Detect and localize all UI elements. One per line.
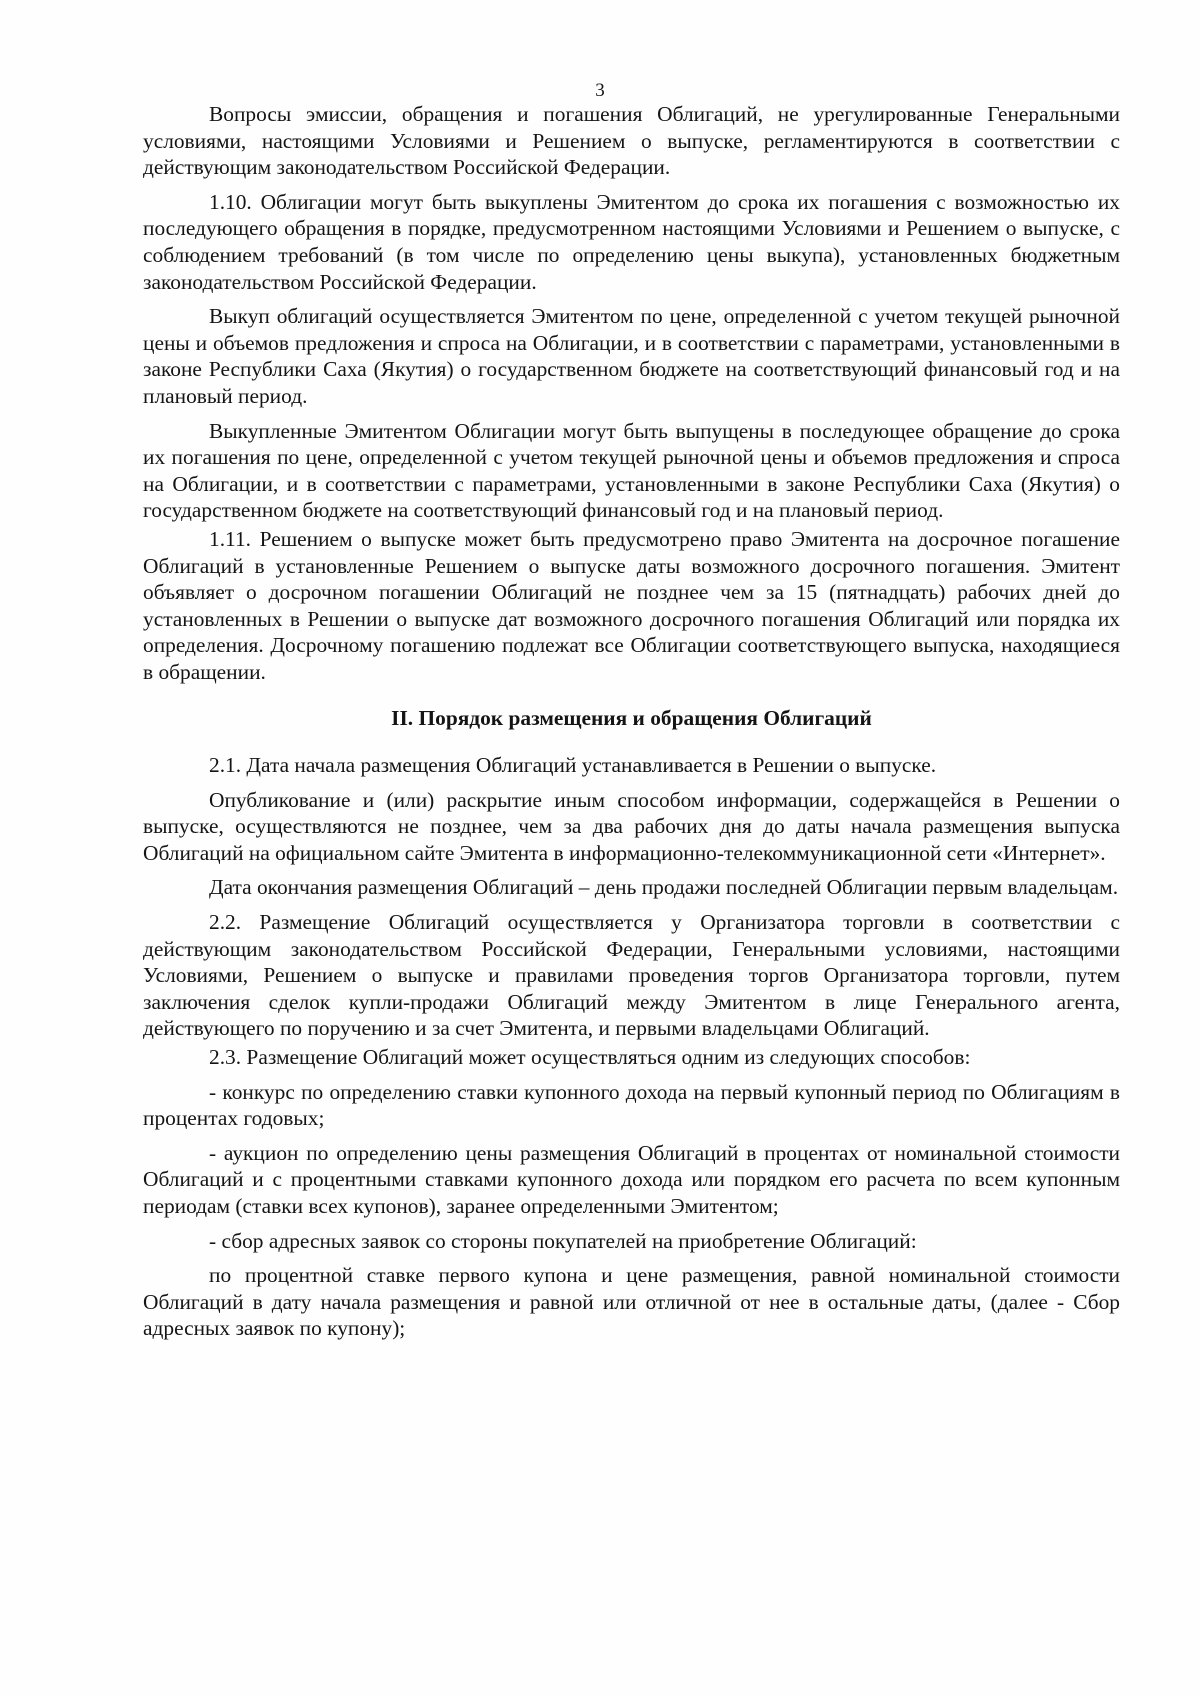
document-body — [143, 101, 1120, 1350]
paragraph-emission-questions: Вопросы эмиссии, обращения и погашения Облигаций, не урегулированные Генеральными условиями, настоящими Условиями и Решением о выпуске, регламентируются в соответствии с действующим законодательством Российской Федерации. — [143, 102, 1120, 180]
paragraph-end-date: Дата окончания размещения Облигаций – день продажи последней Облигации первым владельцам. — [209, 875, 1119, 900]
paragraph-1-10-buyback: 1.10. Облигации могут быть выкуплены Эмитентом до срока их погашения с возможностью их последующего обращения в порядке, предусмотренном настоящими Условиями и Решением о выпуске, с соблюдением требований (в том числе по определению цены выкупа), установленных бюджетным законодательством Российской Федерации. — [143, 189, 1120, 294]
page-number: 3 — [595, 80, 605, 101]
paragraph-repurchased-bonds: Выкупленные Эмитентом Облигации могут быть выпущены в последующее обращение до срока их погашения по цене, определенной с учетом текущей рыночной цены и объемов предложения и спроса на Облигации, и в соответствии с параметрами, установленными в законе Республики Саха (Якутия) о государственном бюджете на соответствующий финансовый год и на плановый период. — [143, 418, 1120, 523]
paragraph-2-3-methods: 2.3. Размещение Облигаций может осуществляться одним из следующих способов: — [209, 1045, 971, 1069]
paragraph-2-1-start-date: 2.1. Дата начала размещения Облигаций устанавливается в Решении о выпуске. — [209, 753, 937, 778]
section-heading: II. Порядок размещения и обращения Облигаций — [391, 706, 872, 731]
paragraph-buyback-price: Выкуп облигаций осуществляется Эмитентом по цене, определенной с учетом текущей рыночной цены и объемов предложения и спроса на Облигации, и в соответствии с параметрами, установленными в законе Республики Саха (Якутия) о государственном бюджете на соответствующий финансовый год и на плановый период. — [143, 304, 1120, 408]
list-item-auction: - аукцион по определению цены размещения Облигаций в процентах от номинальной стоимости Облигаций и с процентными ставками купонного дохода или порядком его расчета по всем купонным периодам (ставки всех купонов), заранее определенными Эмитентом; — [143, 1140, 1120, 1218]
paragraph-2-2-placement: 2.2. Размещение Облигаций осуществляется у Организатора торговли в соответствии с действующим законодательством Российской Федерации, Генеральными условиями, настоящими Условиями, Решением о выпуске и правилами проведения торгов Организатора торговли, путем заключения сделок купли-продажи Облигаций между Эмитентом в лице Генерального агента, действующего по поручению и за счет Эмитента, и первыми владельцами Облигаций. — [143, 910, 1120, 1041]
paragraph-coupon-rate-bids: по процентной ставке первого купона и цене размещения, равной номинальной стоимости Облигаций в дату начала размещения и равной или отличной от нее в остальные даты, (далее - Сбор адресных заявок по купону); — [143, 1263, 1120, 1341]
paragraph-1-11-early-redemption: 1.11. Решением о выпуске может быть предусмотрено право Эмитента на досрочное погашение Облигаций в установленные Решением о выпуске даты возможного досрочного погашения. Эмитент объявляет о досрочном погашении Облигаций не позднее чем за 15 (пятнадцать) рабочих дней до установленных в Решении о выпуске дат возможного досрочного погашения Облигаций или порядка их определения. Досрочному погашению подлежат все Облигации соответствующего выпуска, находящиеся в обращении. — [143, 526, 1120, 684]
list-item-competition: - конкурс по определению ставки купонного дохода на первый купонный период по Облигациям в процентах годовых; — [143, 1079, 1120, 1131]
list-item-bid-collection: - сбор адресных заявок со стороны покупателей на приобретение Облигаций: — [209, 1228, 917, 1253]
paragraph-publication: Опубликование и (или) раскрытие иным способом информации, содержащейся в Решении о выпуске, осуществляются не позднее, чем за два рабочих дня до даты начала размещения выпуска Облигаций на официальном сайте Эмитента в информационно-телекоммуникационной сети «Интернет». — [143, 787, 1120, 865]
